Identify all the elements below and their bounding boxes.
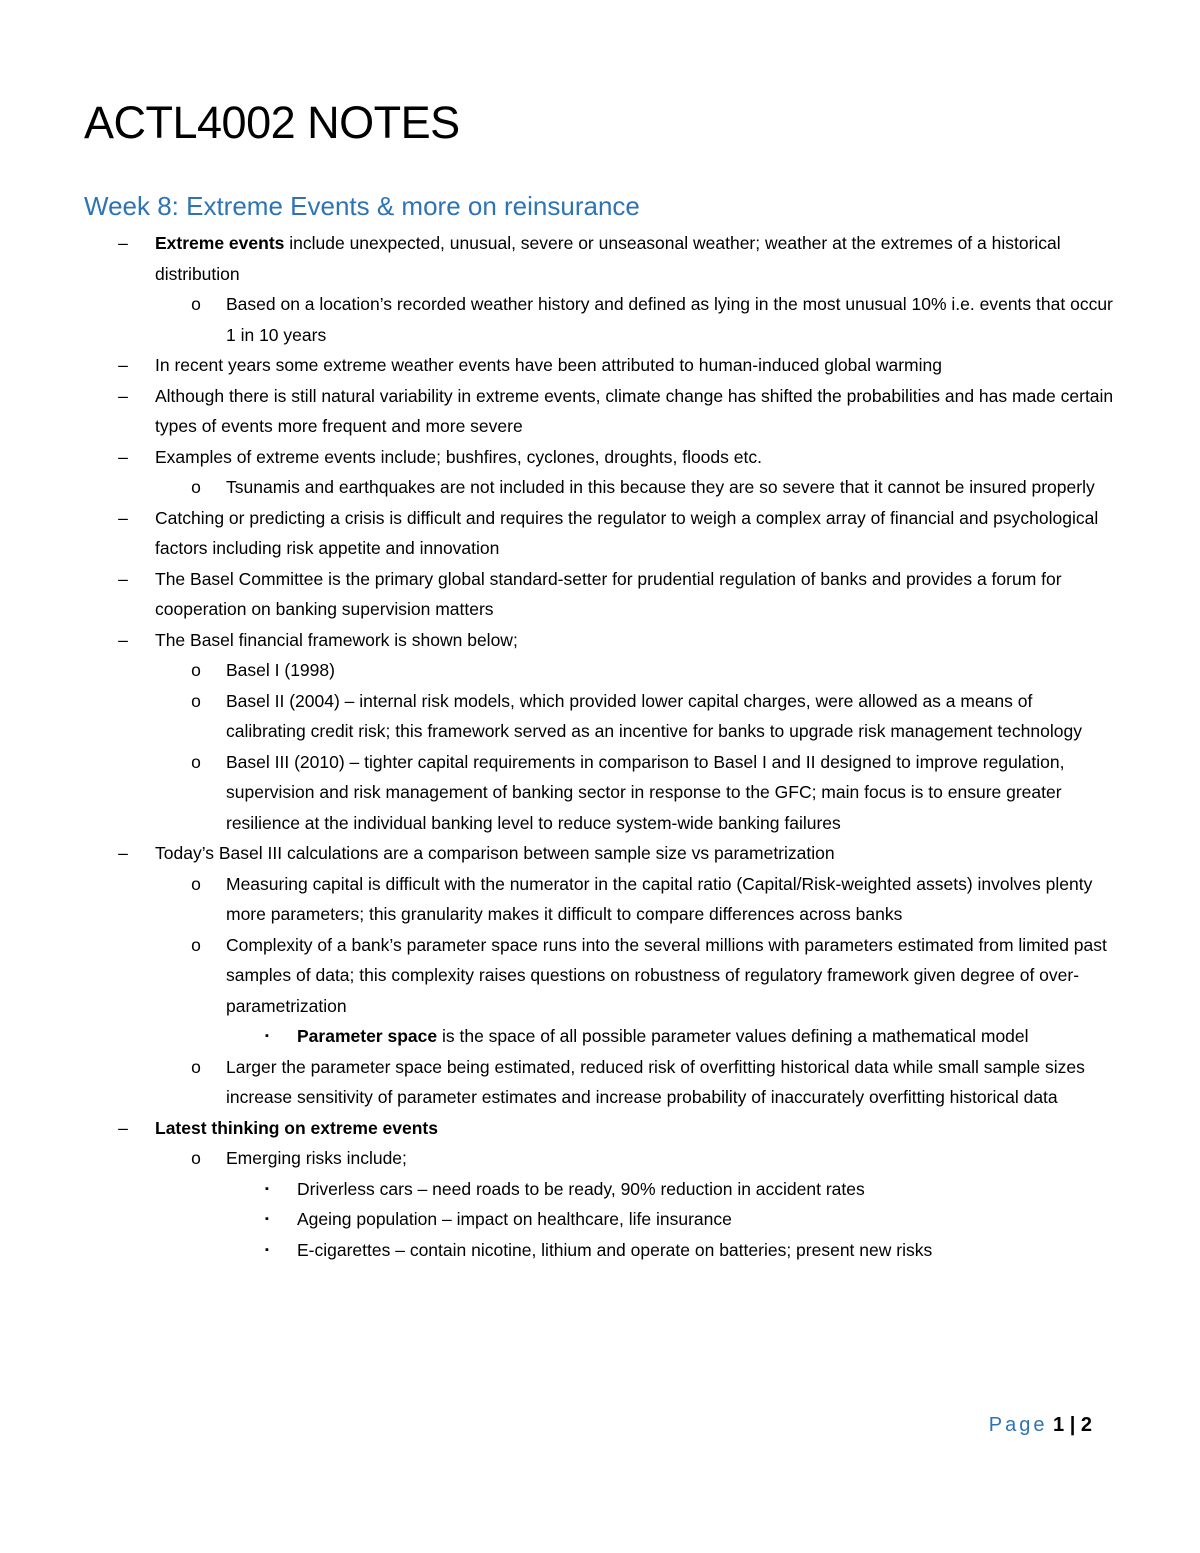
list-item-text: [155, 625, 1115, 656]
circle-bullet-icon: o: [191, 934, 201, 955]
square-bullet-icon: ▪: [265, 1030, 269, 1042]
square-bullet-icon: ▪: [265, 1243, 269, 1256]
item-body: Although there is still natural variability in extreme events, climate change has shifted the probabilities and has made certain types of events more frequent and more severe: [155, 385, 1114, 436]
item-body: Basel III (2010) – tighter capital requirements in comparison to Basel I and II designed to improve regulation, supervision and risk management of banking sector in response to the GFC; main focus is to ensure greater resilience at the individual banking level to reduce system-wide banking failures: [226, 751, 1065, 833]
item-body: The Basel Committee is the primary global standard-setter for prudential regulation of banks and provides a forum for cooperation on banking supervision matters: [155, 568, 1062, 619]
list-item: [0, 1021, 1127, 1052]
item-body: Larger the parameter space being estimated, reduced risk of overfitting historical data while small sample sizes increase sensitivity of parameter estimates and increase probability of inaccurately overfitting historical data: [226, 1056, 1085, 1107]
document-title: ACTL4002 NOTES: [84, 97, 460, 148]
square-bullet-icon: ▪: [265, 1182, 269, 1195]
list-item-text: [226, 472, 1116, 503]
dash-bullet-icon: –: [118, 385, 128, 406]
circle-bullet-icon: o: [191, 1148, 201, 1168]
dash-bullet-icon: –: [118, 568, 128, 589]
list-item: [0, 1052, 1116, 1113]
item-body: Driverless cars – need roads to be ready, 90% reduction in accident rates: [297, 1178, 865, 1199]
list-item-text: [226, 1143, 1116, 1174]
list-item: [0, 747, 1116, 839]
list-item-text: [226, 686, 1116, 747]
item-body: Basel II (2004) – internal risk models, which provided lower capital charges, were allowed as a means of calibrating credit risk; this framework served as an incentive for banks to upgrade risk management technology: [226, 690, 1082, 741]
total-pages-number: 2: [1080, 1414, 1092, 1436]
bold-term: Latest thinking on extreme events: [155, 1117, 438, 1138]
list-item-text: [155, 503, 1115, 564]
list-item-text: [226, 930, 1116, 1022]
circle-bullet-icon: o: [191, 660, 201, 680]
list-item-text: [226, 655, 1116, 686]
item-body: Measuring capital is difficult with the numerator in the capital ratio (Capital/Risk-weighted assets) involves plenty more parameters; this granularity makes it difficult to compare differences across banks: [226, 873, 1093, 924]
list-item: [0, 1113, 1115, 1144]
list-item-text: [155, 1113, 1115, 1144]
list-item: [0, 1174, 1127, 1205]
item-body: Catching or predicting a crisis is difficult and requires the regulator to weigh a complex array of financial and psychological factors including risk appetite and innovation: [155, 507, 1099, 558]
item-body: include unexpected, unusual, severe or unseasonal weather; weather at the extremes of a historical distribution: [155, 233, 1061, 284]
dash-bullet-icon: –: [118, 355, 128, 375]
list-item: [0, 686, 1116, 747]
list-item-text: [155, 350, 1115, 381]
circle-bullet-icon: o: [191, 1056, 201, 1077]
item-body: E-cigarettes – contain nicotine, lithium and operate on batteries; present new risks: [297, 1239, 933, 1260]
page-separator: |: [1069, 1414, 1076, 1436]
item-body: Based on a location’s recorded weather history and defined as lying in the most unusual 10% i.e. events that occur 1 in 10 years: [226, 294, 1113, 345]
item-body: Today’s Basel III calculations are a comparison between sample size vs parametrization: [155, 843, 835, 863]
list-item-text: [226, 869, 1116, 930]
list-item-text: [155, 381, 1115, 442]
list-item: [0, 1143, 1116, 1174]
circle-bullet-icon: o: [191, 751, 201, 772]
list-item-text: [297, 1235, 1127, 1266]
dash-bullet-icon: –: [118, 1117, 128, 1138]
section-heading: Week 8: Extreme Events & more on reinsurance: [84, 191, 640, 221]
list-item: [0, 838, 1115, 869]
list-item-text: [155, 838, 1115, 869]
item-body: Emerging risks include;: [226, 1148, 407, 1168]
item-body: Tsunamis and earthquakes are not included in this because they are so severe that it cannot be insured properly: [226, 477, 1095, 497]
list-item: [0, 1204, 1127, 1235]
circle-bullet-icon: o: [191, 873, 201, 894]
list-item: [0, 442, 1115, 473]
list-item-text: [226, 289, 1116, 350]
list-item: [0, 503, 1115, 564]
dash-bullet-icon: –: [118, 629, 128, 650]
dash-bullet-icon: –: [118, 507, 128, 528]
bold-term: Extreme events: [155, 233, 285, 253]
item-body: Basel I (1998): [226, 660, 335, 680]
list-item-text: [226, 1052, 1116, 1113]
list-item-text: [226, 747, 1116, 839]
list-item: [0, 381, 1115, 442]
item-body: Complexity of a bank’s parameter space runs into the several millions with parameters estimated from limited past samples of data; this complexity raises questions on robustness of regulatory framework given degree of over-parametrization: [226, 934, 1107, 1016]
item-body: In recent years some extreme weather events have been attributed to human-induced global warming: [155, 355, 942, 375]
list-item-text: [155, 228, 1115, 289]
list-item: [0, 1235, 1127, 1266]
page-footer: [989, 1410, 1092, 1440]
circle-bullet-icon: o: [191, 294, 201, 314]
circle-bullet-icon: o: [191, 690, 201, 711]
list-item: [0, 472, 1116, 503]
list-item: [0, 655, 1116, 686]
list-item: [0, 930, 1116, 1022]
list-item-text: [297, 1174, 1127, 1205]
square-bullet-icon: ▪: [265, 1213, 269, 1225]
item-body: Ageing population – impact on healthcare, life insurance: [297, 1209, 732, 1229]
list-item: [0, 228, 1115, 289]
list-item-text: [297, 1021, 1127, 1052]
list-item-text: [155, 442, 1115, 473]
current-page-number: 1: [1053, 1414, 1065, 1436]
list-item: [0, 625, 1115, 656]
list-item-text: [297, 1204, 1127, 1235]
list-item: [0, 869, 1116, 930]
list-item: [0, 350, 1115, 381]
bold-term: Parameter space: [297, 1026, 438, 1046]
list-item: [0, 289, 1116, 350]
list-item-text: [155, 564, 1115, 625]
dash-bullet-icon: –: [118, 843, 128, 863]
item-body: is the space of all possible parameter values defining a mathematical model: [437, 1026, 1029, 1046]
circle-bullet-icon: o: [191, 477, 201, 497]
page-label: Page: [988, 1414, 1048, 1436]
dash-bullet-icon: –: [118, 446, 128, 467]
item-body: Examples of extreme events include; bushfires, cyclones, droughts, floods etc.: [155, 446, 762, 467]
notes-list: [0, 228, 1200, 1265]
dash-bullet-icon: –: [118, 233, 128, 253]
list-item: [0, 564, 1115, 625]
item-body: The Basel financial framework is shown below;: [155, 629, 518, 650]
